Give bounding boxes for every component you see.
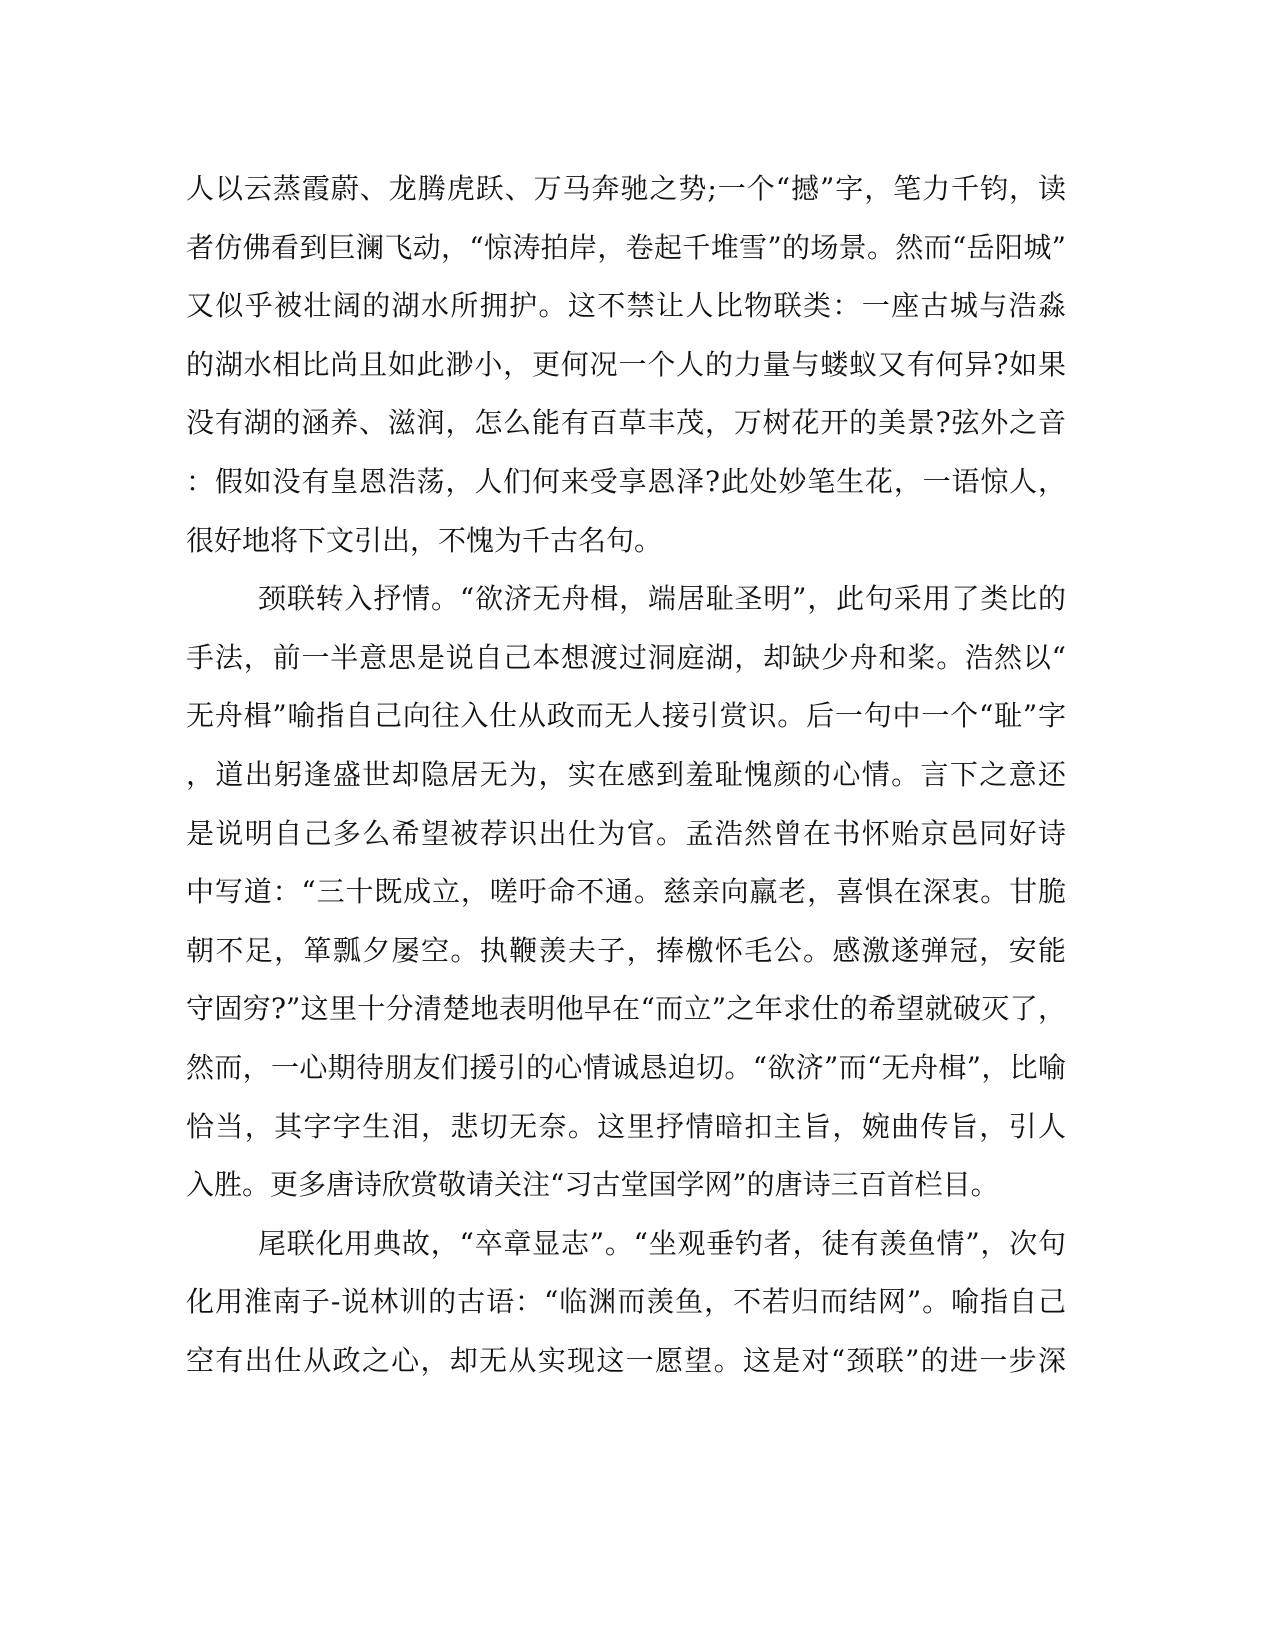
text-line: 没有湖的涵养、滋润，怎么能有百草丰茂，万树花开的美景?弦外之音 xyxy=(186,406,1066,440)
text-line: 人以云蒸霞蔚、龙腾虎跃、万马奔驰之势;一个“撼”字，笔力千钧，读 xyxy=(186,172,1066,205)
text-line: 者仿佛看到巨澜飞动，“惊涛拍岸，卷起千堆雪”的场景。然而“岳阳城” xyxy=(186,230,1066,264)
text-line: 中写道：“三十既成立，嗟吁命不通。慈亲向羸老，喜惧在深衷。甘脆 xyxy=(186,875,1066,909)
text-line: 恰当，其字字生泪，悲切无奈。这里抒情暗扣主旨，婉曲传旨，引人 xyxy=(186,1109,1066,1143)
text-line: ：假如没有皇恩浩荡，人们何来受享恩泽?此处妙笔生花，一语惊人， xyxy=(186,464,1066,498)
text-line: 又似乎被壮阔的湖水所拥护。这不禁让人比物联类：一座古城与浩淼 xyxy=(186,289,1066,323)
text-line: 化用淮南子-说林训的古语：“临渊而羡鱼，不若归而结网”。喻指自己 xyxy=(186,1285,1066,1319)
text-line: 很好地将下文引出，不愧为千古名句。 xyxy=(186,523,663,557)
text-line: 颈联转入抒情。“欲济无舟楫，端居耻圣明”，此句采用了类比的 xyxy=(258,582,1066,616)
text-line: ，道出躬逢盛世却隐居无为，实在感到羞耻愧颜的心情。言下之意还 xyxy=(186,757,1066,791)
text-line: 是说明自己多么希望被荐识出仕为官。孟浩然曾在书怀贻京邑同好诗 xyxy=(186,816,1066,850)
text-line: 入胜。更多唐诗欣赏敬请关注“习古堂国学网”的唐诗三百首栏目。 xyxy=(186,1168,999,1202)
text-line: 然而，一心期待朋友们援引的心情诚恳迫切。“欲济”而“无舟楫”，比喻 xyxy=(186,1050,1066,1084)
text-line: 无舟楫”喻指自己向往入仕从政而无人接引赏识。后一句中一个“耻”字 xyxy=(186,699,1066,733)
text-line: 手法，前一半意思是说自己本想渡过洞庭湖，却缺少舟和桨。浩然以“ xyxy=(186,640,1066,674)
text-line: 尾联化用典故，“卒章显志”。“坐观垂钓者，徒有羡鱼情”，次句 xyxy=(258,1226,1066,1260)
text-line: 朝不足，箪瓢夕屡空。执鞭羡夫子，捧檄怀毛公。感激遂弹冠，安能 xyxy=(186,933,1066,967)
body-text xyxy=(186,160,1066,1390)
text-line: 空有出仕从政之心，却无从实现这一愿望。这是对“颈联”的进一步深 xyxy=(186,1343,1066,1377)
text-line: 的湖水相比尚且如此渺小，更何况一个人的力量与蝼蚁又有何异?如果 xyxy=(186,347,1066,381)
text-line: 守固穷?”这里十分清楚地表明他早在“而立”之年求仕的希望就破灭了， xyxy=(186,992,1066,1026)
